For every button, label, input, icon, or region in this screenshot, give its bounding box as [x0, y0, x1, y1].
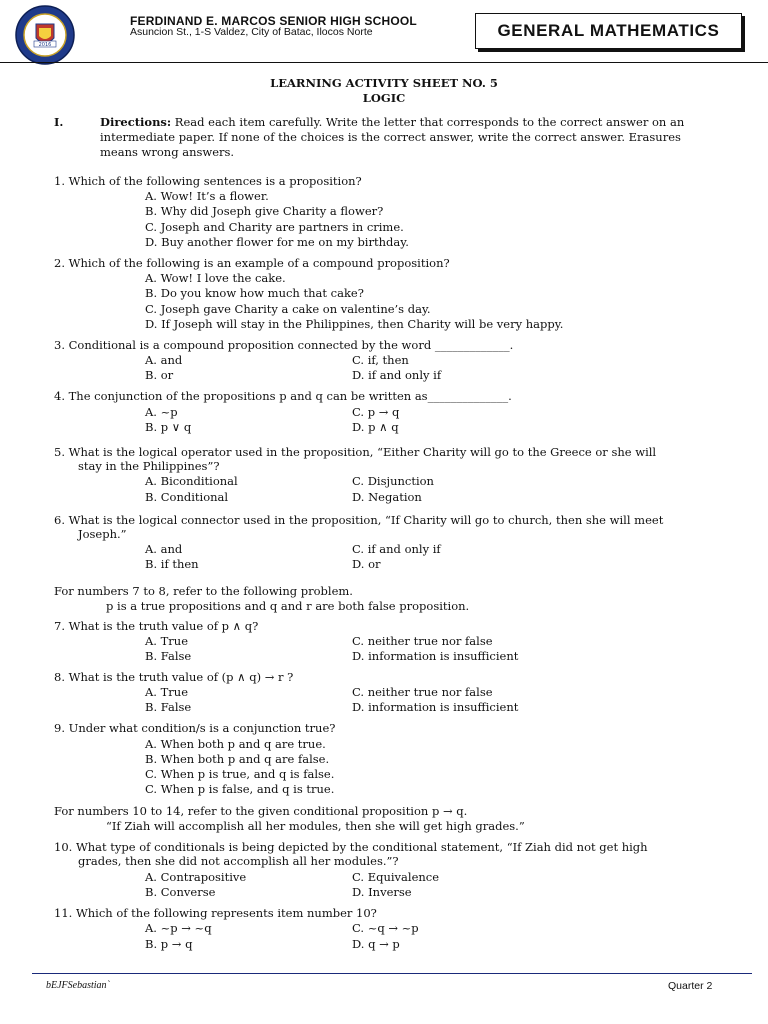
question-text: “If Ziah will accomplish all her modules, then she will get high grades.” [106, 819, 525, 833]
answer-choice: A. Contrapositive [145, 870, 247, 884]
school-seal-logo [14, 4, 76, 66]
answer-choice: B. False [145, 700, 192, 714]
answer-choice: C. Joseph and Charity are partners in crime. [145, 220, 404, 234]
question-text: 1. Which of the following sentences is a proposition? [54, 174, 362, 188]
seal-year: 2016 [38, 42, 52, 48]
question-text: 9. Under what condition/s is a conjunction true? [54, 721, 336, 735]
answer-choice: C. ~q → ~p [352, 921, 419, 935]
question-text: 4. The conjunction of the propositions p and q can be written as______________. [54, 389, 512, 403]
answer-choice: D. Inverse [352, 885, 412, 899]
answer-choice: D. q → p [352, 937, 400, 951]
answer-choice: C. When p is false, and q is true. [145, 782, 335, 796]
section-number: I. [54, 115, 64, 129]
answer-choice: B. Converse [145, 885, 216, 899]
footer-divider [32, 973, 752, 974]
answer-choice: D. information is insufficient [352, 700, 519, 714]
question-text: grades, then she did not accomplish all her modules.”? [78, 854, 399, 868]
answer-choice: D. if and only if [352, 368, 442, 382]
answer-choice: B. if then [145, 557, 199, 571]
directions-label: Directions: [100, 115, 172, 129]
question-text: 7. What is the truth value of p ∧ q? [54, 619, 259, 633]
question-text: 8. What is the truth value of (p ∧ q) → r ? [54, 670, 294, 684]
answer-choice: B. Why did Joseph give Charity a flower? [145, 204, 384, 218]
answer-choice: C. neither true nor false [352, 685, 493, 699]
answer-choice: C. Equivalence [352, 870, 440, 884]
sheet-topic: LOGIC [362, 91, 406, 105]
answer-choice: B. False [145, 649, 192, 663]
answer-choice: A. and [145, 542, 183, 556]
answer-choice: A. True [145, 685, 188, 699]
answer-choice: C. if and only if [352, 542, 441, 556]
directions-paragraph [100, 115, 720, 160]
answer-choice: B. Conditional [145, 490, 229, 504]
footer-quarter: Quarter 2 [668, 980, 713, 992]
question-text: p is a true propositions and q and r are both false proposition. [106, 599, 470, 613]
school-name: FERDINAND E. MARCOS SENIOR HIGH SCHOOL [130, 14, 417, 28]
question-text: 6. What is the logical connector used in the proposition, “If Charity will go to church, then she will meet [54, 513, 664, 527]
header-divider [0, 62, 768, 63]
answer-choice: D. information is insufficient [352, 649, 519, 663]
answer-choice: C. p → q [352, 405, 400, 419]
answer-choice: A. When both p and q are true. [145, 737, 326, 751]
question-text: stay in the Philippines”? [78, 459, 220, 473]
answer-choice: C. When p is true, and q is false. [145, 767, 335, 781]
answer-choice: D. p ∧ q [352, 420, 399, 434]
answer-choice: A. Wow! I love the cake. [145, 271, 286, 285]
answer-choice: A. ~p [145, 405, 178, 419]
question-text: Joseph.” [78, 527, 127, 541]
subject-title-box [475, 13, 742, 49]
sheet-title: LEARNING ACTIVITY SHEET NO. 5 [270, 76, 498, 90]
question-text: 3. Conditional is a compound proposition connected by the word _____________. [54, 338, 514, 352]
answer-choice: A. Biconditional [145, 474, 238, 488]
question-text: 10. What type of conditionals is being depicted by the conditional statement, “If Ziah did not get high [54, 840, 648, 854]
question-text: 5. What is the logical operator used in the proposition, “Either Charity will go to the Greece or she will [54, 445, 657, 459]
answer-choice: D. Negation [352, 490, 422, 504]
school-address: Asuncion St., 1-S Valdez, City of Batac, Ilocos Norte [130, 26, 373, 38]
answer-choice: C. Joseph gave Charity a cake on valentine’s day. [145, 302, 431, 316]
answer-choice: B. Do you know how much that cake? [145, 286, 364, 300]
answer-choice: D. or [352, 557, 381, 571]
answer-choice: D. Buy another flower for me on my birthday. [145, 235, 409, 249]
answer-choice: D. If Joseph will stay in the Philippines, then Charity will be very happy. [145, 317, 564, 331]
answer-choice: A. Wow! It’s a flower. [145, 189, 269, 203]
answer-choice: C. if, then [352, 353, 409, 367]
question-text: For numbers 10 to 14, refer to the given conditional proposition p → q. [54, 804, 468, 818]
question-text: For numbers 7 to 8, refer to the following problem. [54, 584, 353, 598]
question-text: 11. Which of the following represents item number 10? [54, 906, 377, 920]
answer-choice: B. or [145, 368, 174, 382]
answer-choice: B. p ∨ q [145, 420, 192, 434]
answer-choice: C. Disjunction [352, 474, 434, 488]
answer-choice: B. p → q [145, 937, 193, 951]
answer-choice: A. ~p → ~q [145, 921, 212, 935]
answer-choice: B. When both p and q are false. [145, 752, 330, 766]
subject-title: GENERAL MATHEMATICS [497, 21, 720, 40]
answer-choice: C. neither true nor false [352, 634, 493, 648]
question-text: 2. Which of the following is an example of a compound proposition? [54, 256, 450, 270]
answer-choice: A. True [145, 634, 188, 648]
directions-text: Read each item carefully. Write the letter that corresponds to the correct answer on an intermediate paper. If none of the choices is the correct answer, write the correct answer. Erasures means wrong answers. [100, 115, 685, 159]
answer-choice: A. and [145, 353, 183, 367]
footer-author: bEJFSebastian` [46, 980, 110, 991]
